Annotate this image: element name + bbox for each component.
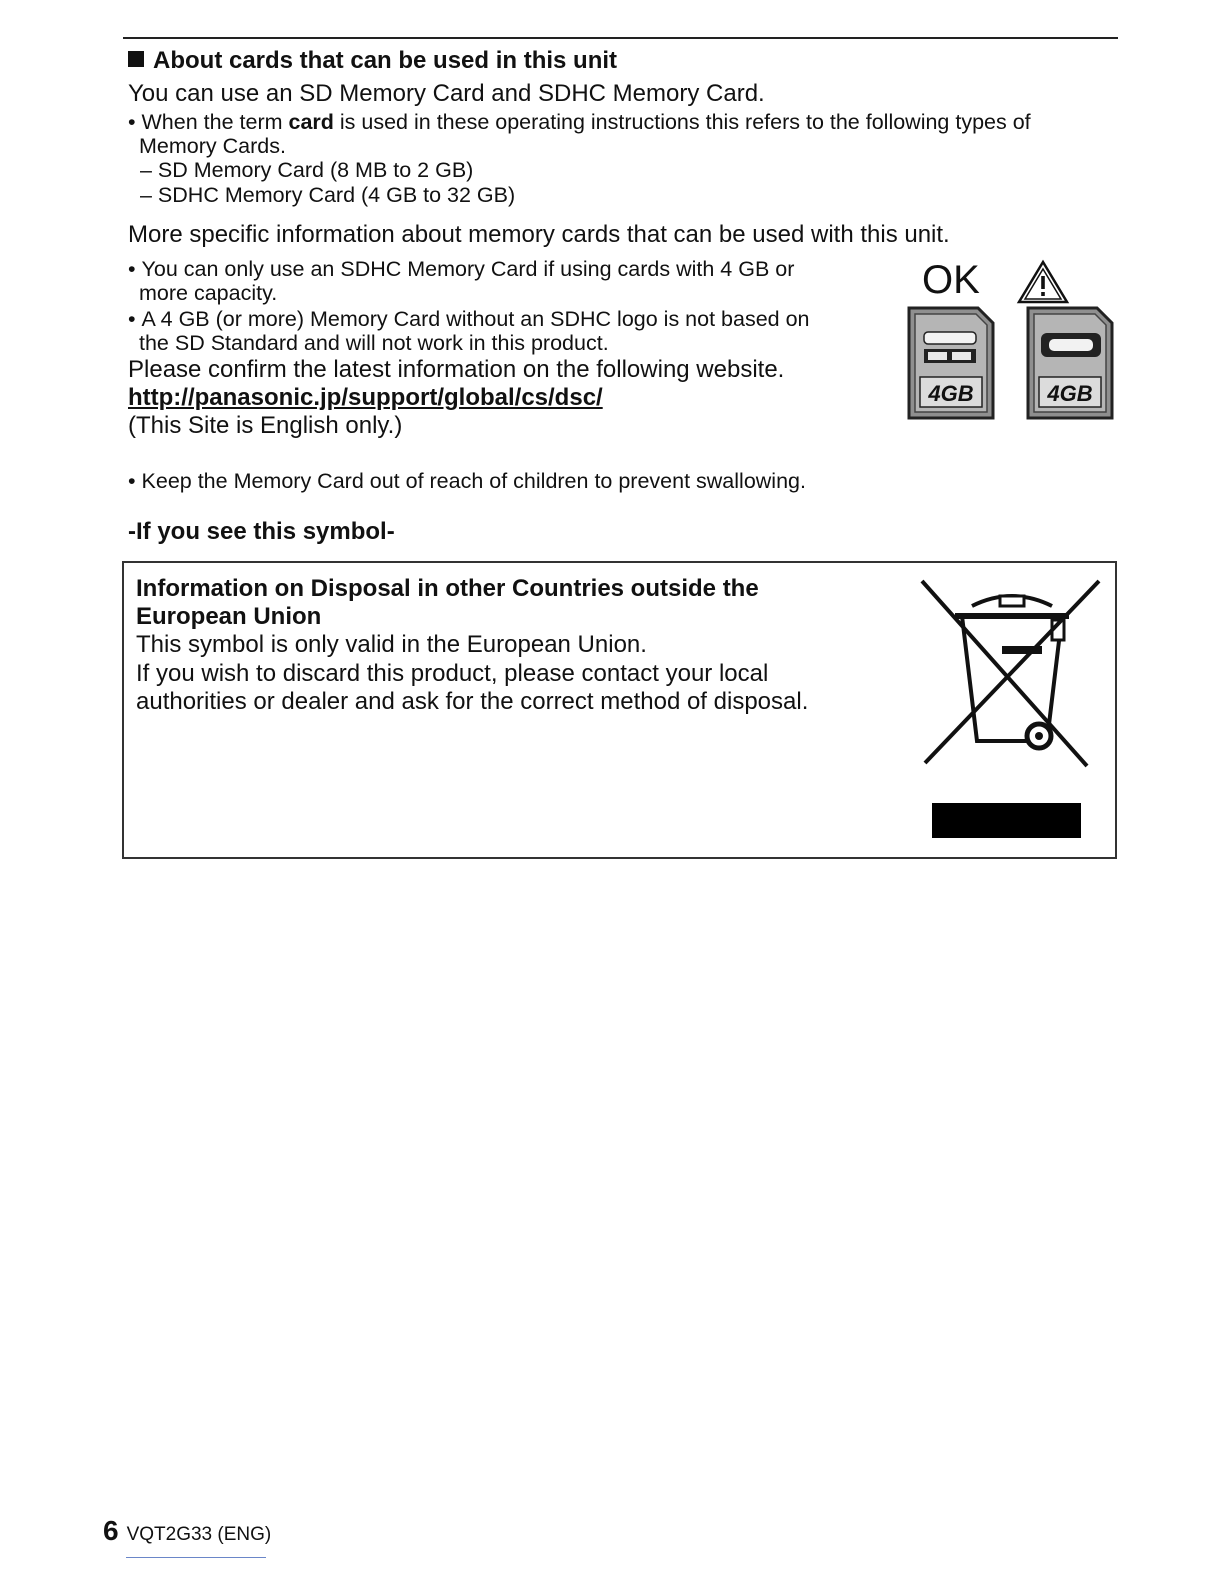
card-warn-capacity: 4GB [1047,381,1093,406]
support-url-link[interactable]: http://panasonic.jp/support/global/cs/dsc/ [128,384,603,411]
bullet-no-logo: • A 4 GB (or more) Memory Card without an SDHC logo is not based on [128,307,810,331]
card-ok-capacity: 4GB [928,381,974,406]
warning-triangle-icon [1016,259,1070,305]
bullet-no-logo-l2: the SD Standard and will not work in this product. [139,331,609,355]
dash-item-sd: – SD Memory Card (8 MB to 2 GB) [140,158,474,182]
page-footer [103,1515,271,1547]
confirm-text: Please confirm the latest information on the following website. [128,356,785,383]
site-note: (This Site is English only.) [128,412,403,439]
square-bullet-icon [128,51,144,67]
sd-card-icon [1025,305,1115,421]
page-number: 6 [103,1515,119,1546]
crossed-out-bin-icon [917,576,1107,771]
bullet-card-term-post: is used in these operating instructions this refers to the following types of [333,110,1031,134]
bullet-sdhc-only-l1: You can only use an SDHC Memory Card if using cards with 4 GB or [141,257,795,281]
more-info-text: More specific information about memory cards that can be used with this unit. [128,221,950,248]
black-bar [932,803,1081,838]
bullet-card-term: • When the term card is used in these operating instructions this refers to the following types of [128,110,1031,134]
disposal-text-l3: authorities or dealer and ask for the correct method of disposal. [136,688,809,715]
bullet-keep-away-text: Keep the Memory Card out of reach of children to prevent swallowing. [141,469,806,493]
section-title: About cards that can be used in this unit [153,47,618,74]
top-rule [123,37,1118,39]
bullet-card-term-bold: card [288,110,334,134]
bullet-sdhc-only: • You can only use an SDHC Memory Card if using cards with 4 GB or [128,257,795,281]
disposal-title-l2: European Union [136,603,322,630]
doc-code: VQT2G33 (ENG) [126,1524,272,1545]
section-heading [128,47,617,75]
bullet-no-logo-l1: A 4 GB (or more) Memory Card without an SDHC logo is not based on [141,307,810,331]
bullet-sdhc-only-l2: more capacity. [139,281,278,305]
ok-label: OK [922,258,980,302]
disposal-text-l2: If you wish to discard this product, please contact your local [136,660,769,687]
footer-rule [126,1557,266,1558]
intro-text: You can use an SD Memory Card and SDHC Memory Card. [128,80,765,107]
bullet-keep-away: • Keep the Memory Card out of reach of children to prevent swallowing. [128,469,806,493]
disposal-title-l1: Information on Disposal in other Countries outside the [136,575,759,602]
sdhc-card-icon [906,305,996,421]
dash-item-sdhc: – SDHC Memory Card (4 GB to 32 GB) [140,183,516,207]
bullet-card-term-pre: When the term [141,110,289,134]
bullet-card-term-cont: Memory Cards. [139,134,286,158]
symbol-subheading: -If you see this symbol- [128,518,395,545]
disposal-text-l1: This symbol is only valid in the European Union. [136,631,647,658]
